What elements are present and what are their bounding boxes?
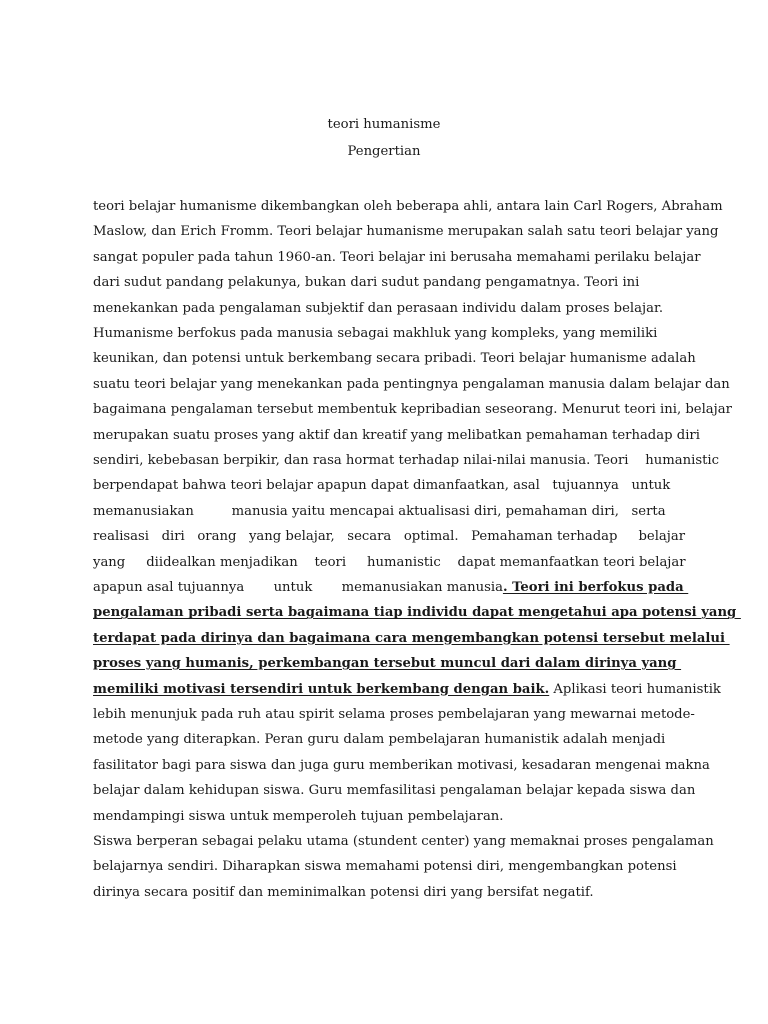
text-run: Siswa berperan sebagai pelaku utama (stundent center) yang memaknai proses pengalaman: [93, 834, 714, 849]
text-run: Maslow, dan Erich Fromm. Teori belajar humanisme merupakan salah satu teori belajar yang: [93, 224, 719, 240]
text-line: [93, 503, 666, 520]
text-run: suatu teori belajar yang menekankan pada pentingnya pengalaman manusia dalam belajar dan: [93, 376, 730, 392]
text-run: berpendapat bahwa teori belajar apapun dapat dimanfaatkan, asal tujuannya untuk: [93, 478, 671, 494]
text-run: apapun asal tujuannya untuk memanusiakan manusia: [93, 580, 503, 595]
text-line: [93, 731, 665, 748]
text-run: fasilitator bagi para siswa dan juga guru memberikan motivasi, kesadaran mengenai makna: [93, 757, 710, 773]
text-run: sangat populer pada tahun 1960-an. Teori belajar ini berusaha memahami perilaku belajar: [93, 249, 701, 265]
text-line: [93, 528, 685, 545]
text-line: [93, 477, 670, 494]
text-line: [93, 198, 723, 215]
emphasized-text: . Teori ini berfokus pada: [502, 580, 689, 595]
text-run: belajar dalam kehidupan siswa. Guru memfasilitasi pengalaman belajar kepada siswa dan: [93, 783, 696, 799]
text-line: [93, 376, 730, 393]
emphasized-text: pengalaman pribadi serta bagaimana tiap individu dapat mengetahui apa potensi yang: [93, 605, 741, 621]
text-run: menekankan pada pengalaman subjektif dan perasaan individu dalam proses belajar.: [93, 300, 664, 316]
text-run: mendampingi siswa untuk memperoleh tujuan pembelajaran.: [93, 808, 504, 824]
text-line: [93, 554, 686, 571]
text-line: [93, 579, 688, 596]
text-run: belajarnya sendiri. Diharapkan siswa memahami potensi diri, mengembangkan potensi: [93, 859, 677, 875]
text-run: metode yang diterapkan. Peran guru dalam pembelajaran humanistik adalah menjadi: [93, 732, 666, 748]
section-heading: Pengertian: [347, 144, 421, 159]
text-run: dirinya secara positif dan meminimalkan potensi diri yang bersifat negatif.: [93, 884, 594, 900]
text-line: [93, 884, 594, 901]
text-run: keunikan, dan potensi untuk berkembang secara pribadi. Teori belajar humanisme adalah: [93, 351, 696, 367]
text-run: bagaimana pengalaman tersebut membentuk kepribadian seseorang. Menurut teori ini, belajar: [93, 402, 732, 418]
text-line: [93, 223, 718, 240]
text-run: Aplikasi teori humanistik: [549, 681, 721, 697]
text-line: [93, 757, 710, 774]
text-run: Humanisme berfokus pada manusia sebagai makhluk yang kompleks, yang memiliki: [93, 326, 658, 341]
text-line: [93, 350, 696, 367]
text-run: dari sudut pandang pelakunya, bukan dari sudut pandang pengamatnya. Teori ini: [93, 275, 640, 291]
text-line: [93, 249, 701, 266]
text-run: lebih menunjuk pada ruh atau spirit selama proses pembelajaran yang mewarnai metode-: [93, 707, 695, 722]
text-line: [93, 681, 721, 698]
text-line: [93, 427, 700, 444]
emphasized-text: proses yang humanis, perkembangan tersebut muncul dari dalam dirinya yang: [93, 656, 682, 672]
text-line: [93, 706, 695, 723]
text-line: [93, 604, 741, 621]
text-line: [93, 655, 681, 672]
text-line: [93, 401, 732, 418]
text-run: memanusiakan manusia yaitu mencapai aktualisasi diri, pemahaman diri, serta: [93, 503, 666, 519]
text-line: [93, 300, 663, 317]
document-title: teori humanisme: [327, 117, 441, 132]
text-line: [93, 833, 714, 850]
text-line: [93, 630, 730, 647]
text-run: yang diidealkan menjadikan teori humanistic dapat memanfaatkan teori belajar: [93, 554, 686, 570]
text-run: teori belajar humanisme dikembangkan oleh beberapa ahli, antara lain Carl Rogers, Abraham: [93, 199, 723, 214]
text-line: [93, 782, 695, 799]
emphasized-text: terdapat pada dirinya dan bagaimana cara mengembangkan potensi tersebut melalui: [93, 630, 730, 646]
text-line: [93, 325, 657, 342]
text-run: sendiri, kebebasan berpikir, dan rasa hormat terhadap nilai-nilai manusia. Teori humanistic: [93, 453, 720, 468]
text-line: [93, 858, 677, 875]
emphasized-text: memiliki motivasi tersendiri untuk berkembang dengan baik.: [93, 681, 550, 697]
text-line: [93, 274, 639, 291]
text-line: [93, 452, 719, 469]
text-run: realisasi diri orang yang belajar, secara optimal. Pemahaman terhadap belajar: [93, 529, 686, 545]
text-run: merupakan suatu proses yang aktif dan kreatif yang melibatkan pemahaman terhadap diri: [93, 427, 700, 443]
text-line: [93, 808, 504, 825]
